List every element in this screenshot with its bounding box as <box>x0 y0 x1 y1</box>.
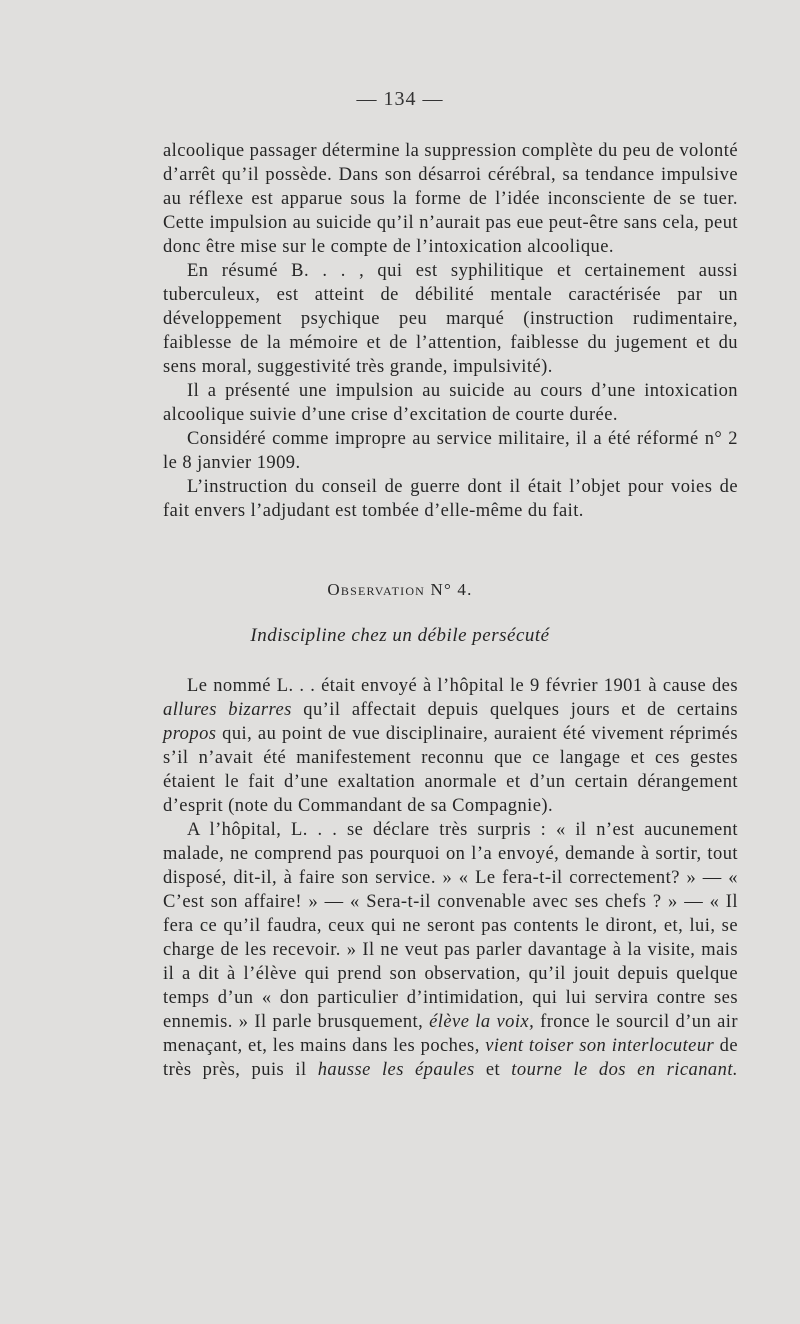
italic-run: propos <box>163 724 217 744</box>
observation-subtitle: Indiscipline chez un débile persécuté <box>250 625 550 646</box>
paragraph: En résumé B. . . , qui est syphilitique et certainement aussi tuberculeux, est atteint de débilité mentale caractérisée par un développement psychique peu marqué (instruction rudimentaire, faiblesse de la mémoire et de l’attention, faiblesse du jugement et du sens moral, suggestivité très grande, impulsivité). <box>163 261 738 377</box>
top-text-block <box>163 139 738 523</box>
observation-title: Observation N° 4. <box>327 580 473 599</box>
page-number: — 134 — <box>356 88 444 110</box>
paragraph: L’instruction du conseil de guerre dont il était l’objet pour voies de fait envers l’adjudant est tombée d’elle-même du fait. <box>163 477 738 521</box>
text-run: Le nommé L. . . était envoyé à l’hôpital le 9 février 1901 à cause des <box>187 676 738 696</box>
paragraph: Il a présenté une impulsion au suicide au cours d’une intoxication alcoolique suivie d’une crise d’excitation de courte durée. <box>163 381 738 425</box>
italic-run: allures bizarres <box>163 700 292 720</box>
text-run: et <box>474 1060 512 1080</box>
italic-run: vient toiser son interlocuteur <box>485 1036 715 1056</box>
paragraph: Considéré comme impropre au service militaire, il a été réformé n° 2 le 8 janvier 1909. <box>163 429 738 473</box>
text-run: de très près, puis il <box>163 1036 738 1080</box>
text-run: qu’il affectait depuis quelques jours et de certains <box>291 700 738 720</box>
paragraph <box>163 674 738 818</box>
bottom-text-block <box>163 674 738 1082</box>
italic-run: hausse les épaules <box>317 1060 475 1080</box>
text-run: A l’hôpital, L. . . se déclare très surpris : « il n’est aucunement malade, ne comprend pas pourquoi on l’a envoyé, demande à sortir, tout disposé, dit-il, à faire son service. » « Le fera-t-il correctement? » — « C’est son affaire! » — « Sera-t-il convenable avec ses chefs ? » — « Il fera ce qu’il faudra, ceux qui ne seront pas contents le diront, et, lui, se charge de les recevoir. » Il ne veut pas parler davantage à la visite, mais il a dit à l’élève qui prend son observation, qu’il jouit depuis quelque temps d’un « don particulier d’intimidation, qui lui servira contre ses ennemis. » Il parle brusquement, <box>163 820 738 1032</box>
text-run: qui, au point de vue disciplinaire, auraient été vivement réprimés s’il n’avait été manifestement reconnu que ce langage et ces gestes étaient le fait d’une exaltation anormale et d’un certain dérangement d’esprit (note du Commandant de sa Compagnie). <box>163 724 738 816</box>
italic-run: élève la voix, <box>429 1012 535 1032</box>
paragraph: alcoolique passager détermine la suppression complète du peu de volonté d’arrêt qu’il possède. Dans son désarroi cérébral, sa tendance impulsive au réflexe est apparue sous la forme de l’idée inconsciente de se tuer. Cette impulsion au suicide qu’il n’aurait pas eue peut-être sans cela, peut donc être mise sur le compte de l’intoxication alcoolique. <box>163 141 738 257</box>
paragraph <box>163 818 738 1082</box>
italic-run: tourne le dos en ricanant. <box>511 1060 738 1080</box>
text-run: fronce le sourcil d’un air menaçant, et, les mains dans les poches, <box>163 1012 738 1056</box>
